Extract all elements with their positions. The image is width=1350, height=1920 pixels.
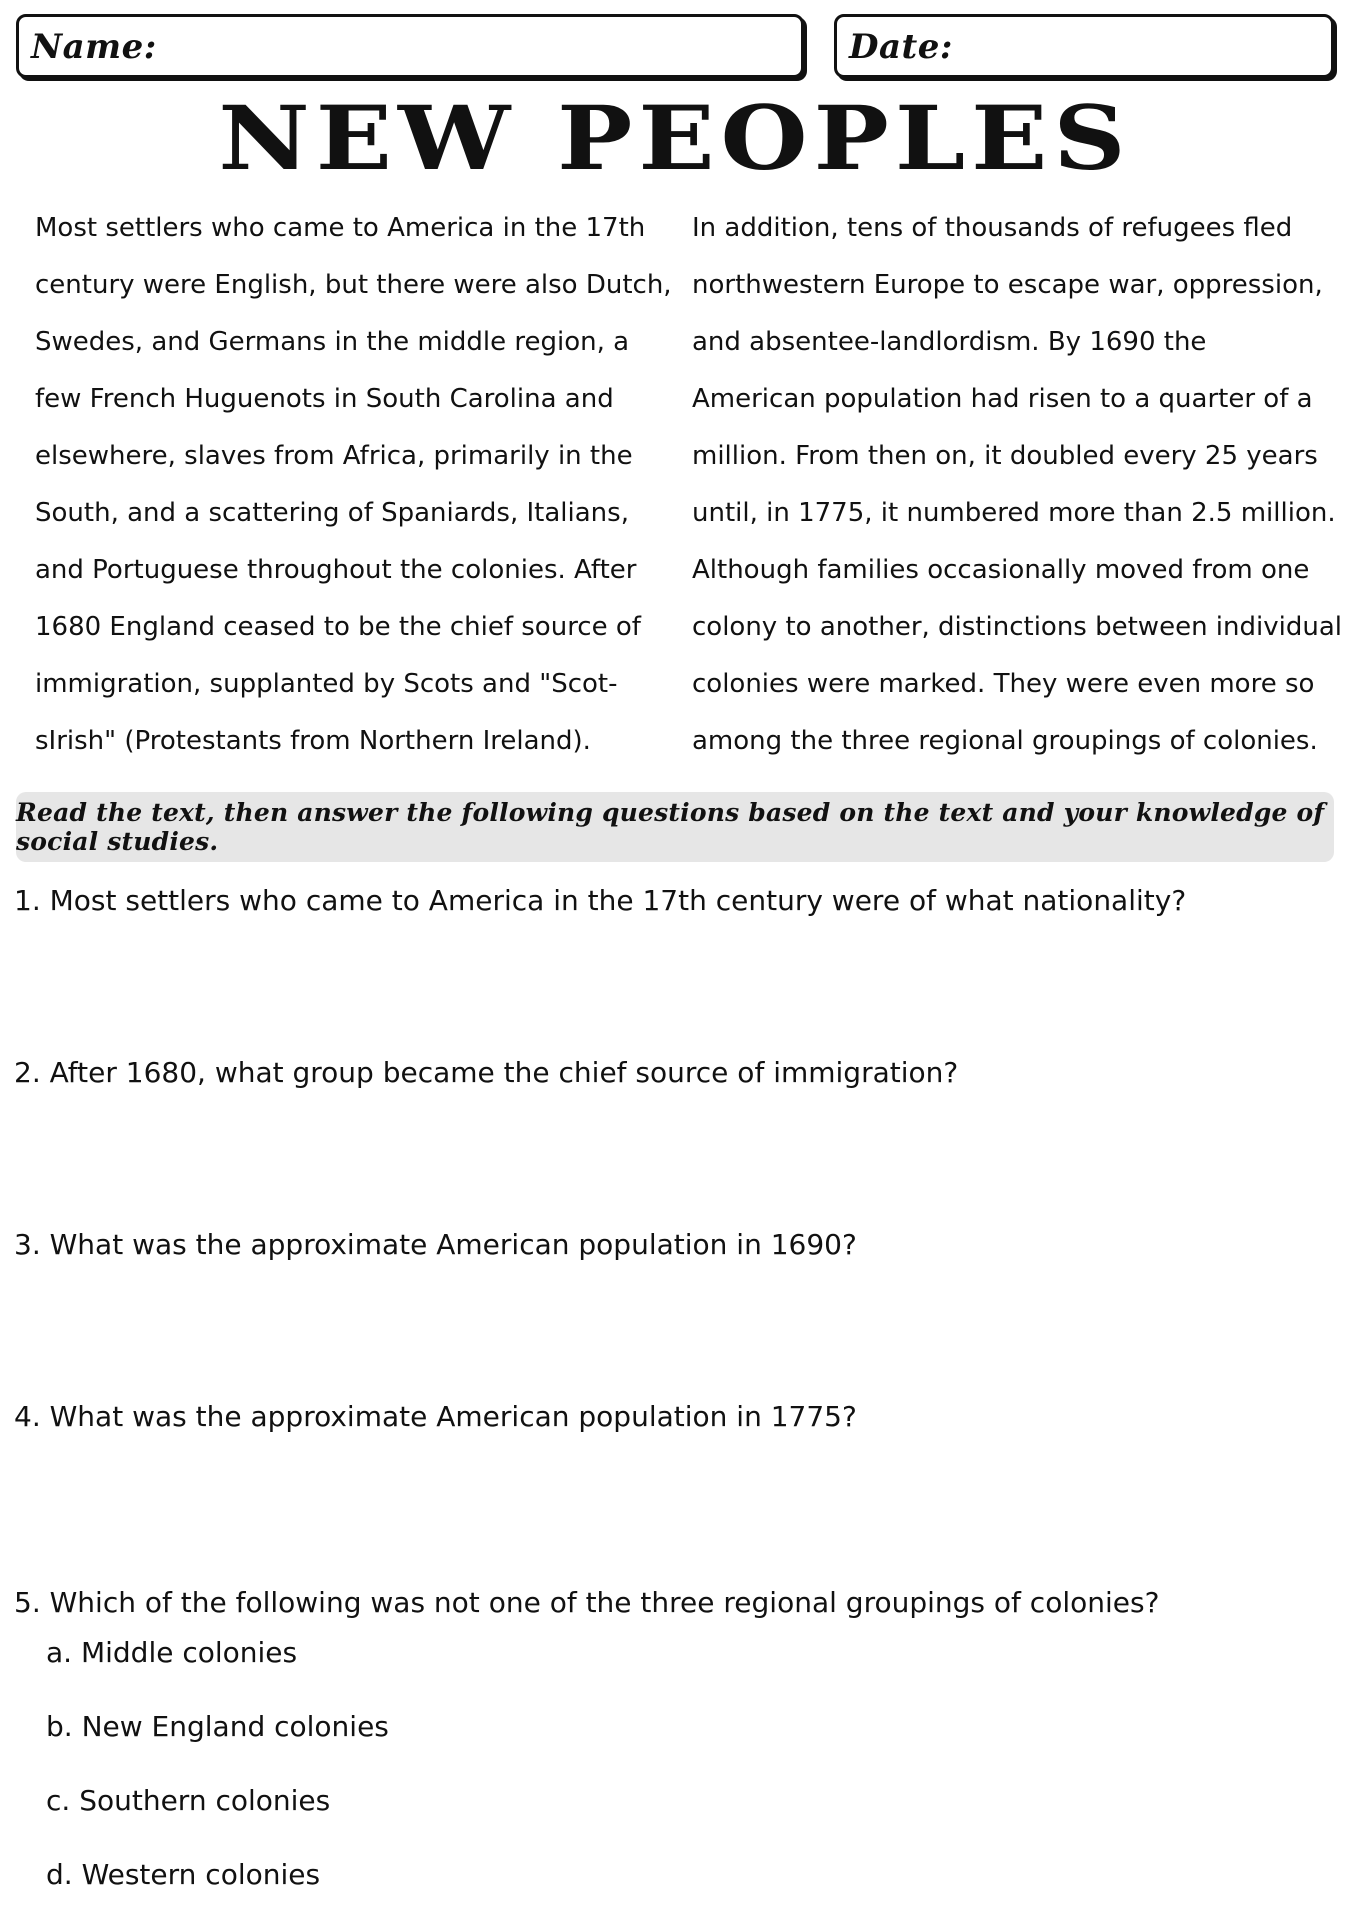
instruction-banner — [16, 792, 1334, 862]
name-field[interactable] — [16, 14, 804, 78]
passage-line: Although families occasionally moved from one — [692, 555, 1310, 585]
passage-left-column — [35, 200, 672, 770]
question-2: 2. After 1680, what group became the chief source of immigration? — [14, 1056, 959, 1089]
passage-line: sIrish" (Protestants from Northern Ireland). — [35, 726, 591, 756]
option-a: a. Middle colonies — [46, 1636, 298, 1669]
passage-line: elsewhere, slaves from Africa, primarily in the — [35, 441, 633, 471]
passage-line: northwestern Europe to escape war, oppression, — [692, 270, 1323, 300]
passage-line: In addition, tens of thousands of refugees fled — [692, 213, 1293, 243]
instruction-text: Read the text, then answer the following questions based on the text and your knowledge of social studies. — [16, 798, 1325, 856]
date-field[interactable] — [834, 14, 1334, 78]
passage-line: colonies were marked. They were even more so — [692, 669, 1315, 699]
passage-line: and Portuguese throughout the colonies. After — [35, 555, 637, 585]
passage-line: South, and a scattering of Spaniards, Italians, — [35, 498, 629, 528]
date-label: Date: — [849, 27, 953, 67]
passage-line: immigration, supplanted by Scots and "Scot- — [35, 669, 618, 699]
passage-line: Most settlers who came to America in the 17th — [35, 213, 646, 243]
question-3: 3. What was the approximate American population in 1690? — [14, 1228, 857, 1261]
passage-line: and absentee-landlordism. By 1690 the — [692, 327, 1207, 357]
question-5: 5. Which of the following was not one of the three regional groupings of colonies? — [14, 1586, 1160, 1619]
question-1: 1. Most settlers who came to America in the 17th century were of what nationality? — [14, 884, 1187, 917]
page-title: NEW PEOPLES — [218, 86, 1132, 190]
passage-line: until, in 1775, it numbered more than 2.5 million. — [692, 498, 1336, 528]
name-label: Name: — [31, 27, 157, 67]
passage-line: among the three regional groupings of colonies. — [692, 726, 1318, 756]
passage-line: colony to another, distinctions between individual — [692, 612, 1342, 642]
passage-line: million. From then on, it doubled every 25 years — [692, 441, 1318, 471]
passage-line: few French Huguenots in South Carolina and — [35, 384, 614, 414]
passage-right-column — [692, 200, 1342, 770]
passage-line: 1680 England ceased to be the chief source of — [35, 612, 641, 642]
passage-line: century were English, but there were also Dutch, — [35, 270, 672, 300]
option-d: d. Western colonies — [46, 1858, 321, 1891]
passage-line: Swedes, and Germans in the middle region, a — [35, 327, 630, 357]
question-4: 4. What was the approximate American population in 1775? — [14, 1400, 857, 1433]
option-b: b. New England colonies — [46, 1710, 389, 1743]
passage-line: American population had risen to a quarter of a — [692, 384, 1313, 414]
option-c: c. Southern colonies — [46, 1784, 331, 1817]
